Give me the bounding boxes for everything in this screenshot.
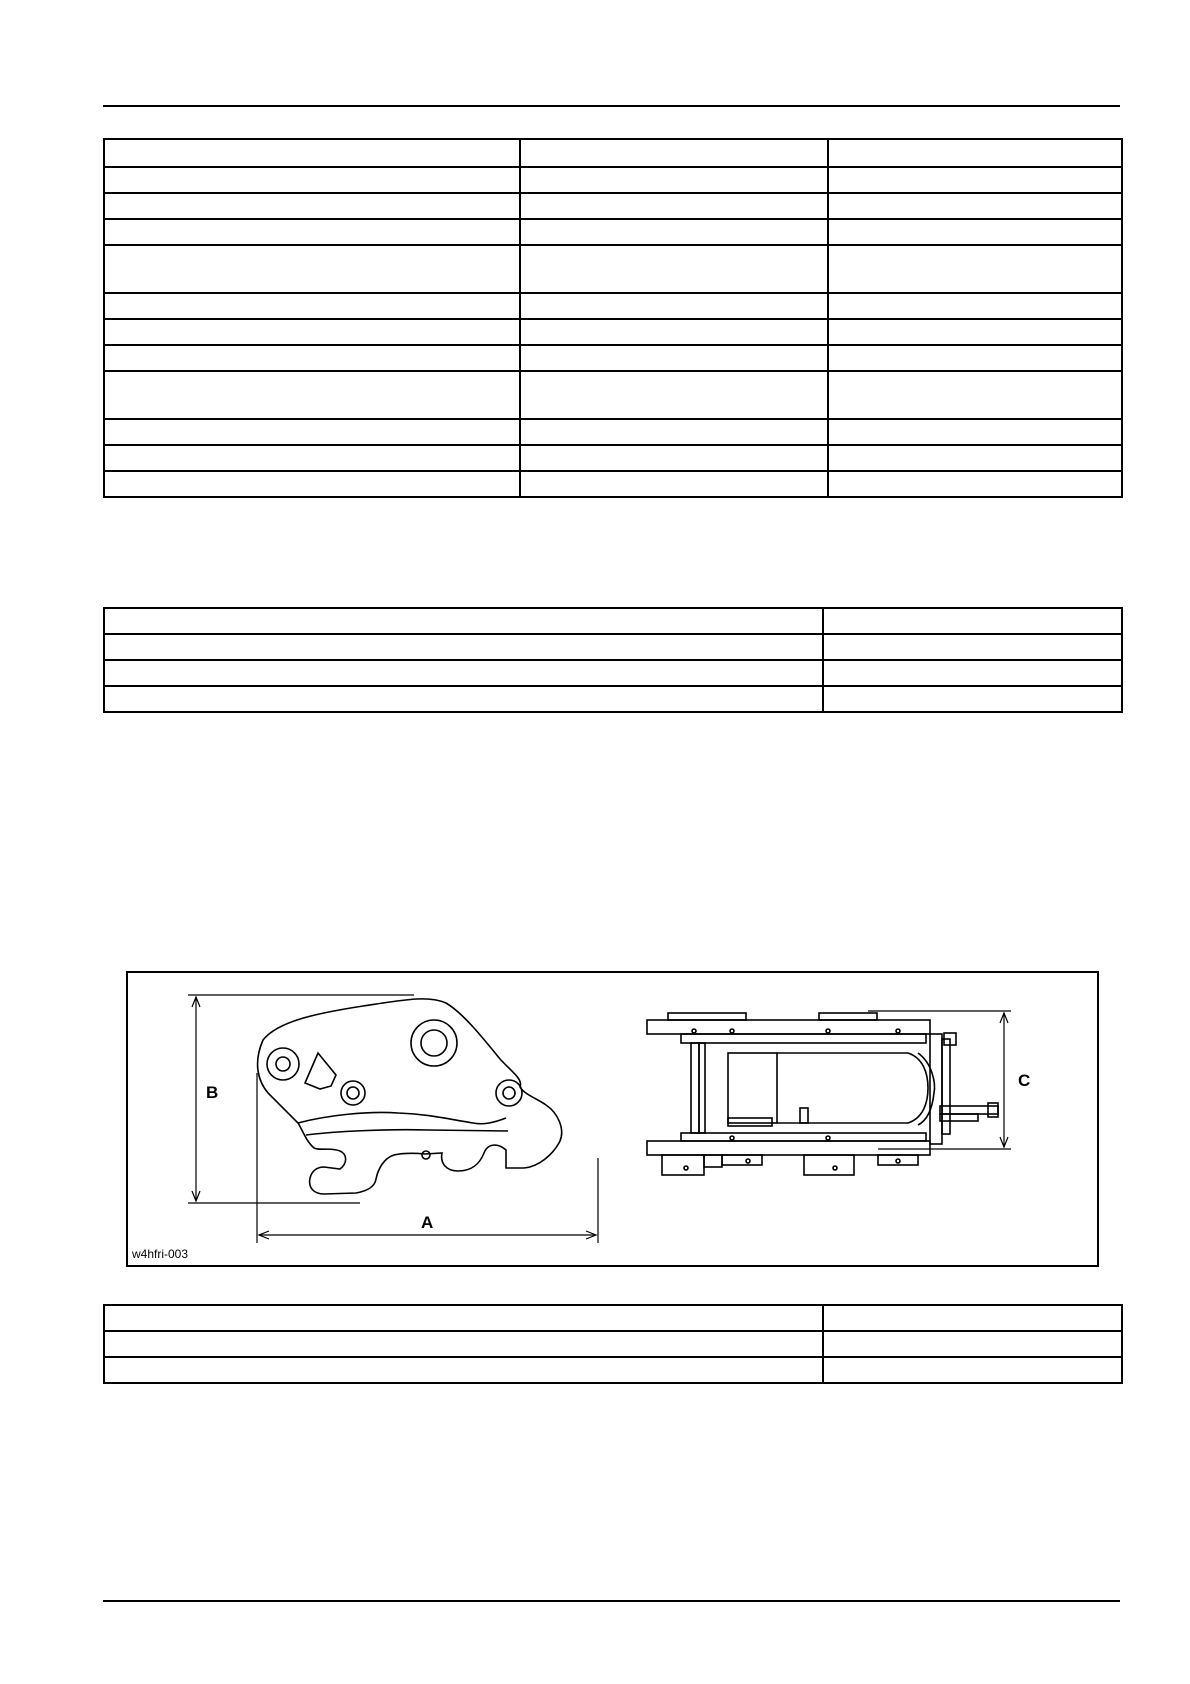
dimension-label-c: C (1018, 1071, 1031, 1090)
table-row (104, 167, 1122, 193)
table-row (104, 345, 1122, 371)
table-row (104, 634, 1122, 660)
table-row (104, 471, 1122, 497)
coupler-side-view (258, 999, 562, 1194)
coupler-drawing (128, 973, 1097, 1265)
table-row (104, 686, 1122, 712)
dimension-table-1 (103, 607, 1123, 713)
dimension-table-2 (103, 1304, 1123, 1384)
table-row (104, 193, 1122, 219)
coupler-top-view (647, 1013, 998, 1175)
coupler-dimension-figure (126, 971, 1099, 1267)
specification-table (103, 138, 1123, 498)
table-row (104, 219, 1122, 245)
table-row (104, 139, 1122, 167)
header-rule (103, 105, 1120, 107)
table-row (104, 293, 1122, 319)
table-row (104, 319, 1122, 345)
table-row (104, 245, 1122, 293)
table-row (104, 1331, 1122, 1357)
figure-code: w4hfri-003 (132, 1247, 189, 1261)
dimension-label-b: B (206, 1083, 219, 1102)
dimension-label-a: A (421, 1213, 434, 1232)
footer-rule (103, 1600, 1120, 1602)
table-row (104, 419, 1122, 445)
table-row (104, 1357, 1122, 1383)
table-row (104, 371, 1122, 419)
table-row (104, 445, 1122, 471)
table-row (104, 1305, 1122, 1331)
table-row (104, 608, 1122, 634)
table-row (104, 660, 1122, 686)
